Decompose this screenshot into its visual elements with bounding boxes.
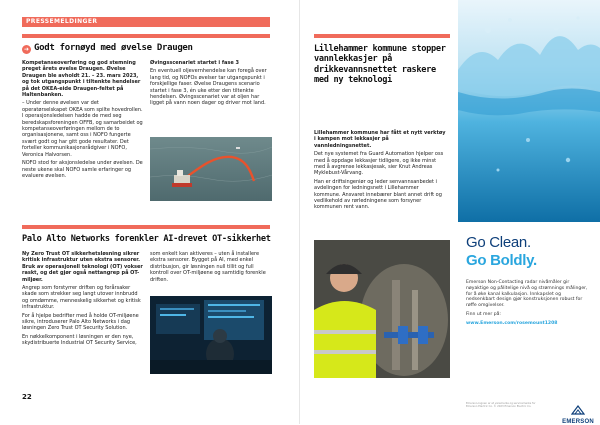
left-page (0, 0, 300, 424)
article1-subhead: Øvingsscenariet startet i fase 3 (150, 60, 240, 66)
water-pipe-worker-photo (314, 240, 450, 378)
article3-lead: Lillehammer kommune har fått et nytt verktøy i kampen mot lekkasjer på vannledningsnettet. (314, 130, 446, 149)
article2-body-p2: For å hjelpe bedrifter med å holde OT-miljøene sikre, introduserer Palo Alto Networks i dag løsningen Zero Trust OT Security Solution. (22, 312, 139, 332)
article2-headline: Palo Alto Networks forenkler AI-drevet OT-sikkerhet (22, 234, 271, 244)
article2-col2-body: som enkelt kan aktiveres – uten å installere ekstra sensorer. Bygget på AI, med enkel distribusjon, gir løsningen null tillit og full kontroll over OT-miljøene og samtidig forenkle driften. (150, 251, 266, 283)
article2-body-p1: Angrep som forstyrrer driften og forårsaker skade som strekker seg langt utover innbrudd og omdømme, menneskelig sikkerhet og kritisk infrastruktur. (22, 285, 141, 311)
article3-body (314, 130, 446, 213)
ad-headline-1: Go Clean. (466, 234, 531, 251)
emerson-logo-mark-icon (571, 405, 585, 415)
ad-cta: Finn ut mer på: (466, 311, 501, 317)
arrow-right-icon: ➜ (23, 46, 30, 53)
emerson-wordmark: EMERSON (562, 419, 594, 425)
page-number: 22 (22, 393, 32, 401)
article1-col2 (150, 60, 272, 109)
article2-col1 (22, 251, 144, 349)
article1-body-p1: – Under denne øvelsen var det operatørselskapet OKEA som spilte hovedrollen. I operasjonsledelsen hadde de med seg beredskapsforeningen OFFB, og samarbeidet og kompetanseoverføringen mellom de to organisasjonene, samt oss i NOFO fungerte svært godt og har gitt gode resultater. Det forteller kommunikasjonsrådgiver i NOFO, Veronica Halvorsen. (22, 100, 143, 158)
ot-security-photo (150, 296, 272, 374)
article2-lead: Ny Zero Trust OT sikkerhetsløsning sikrer kritisk infrastruktur uten ekstra sensorer. Bruk av operasjonell teknologi (OT) vokser raskt, og det gjør også nettangrep på OT-miljøer. (22, 251, 143, 283)
article1-col1 (22, 60, 144, 181)
ad-headline-2: Go Boldly. (466, 252, 537, 269)
ad-fine-print: Emerson-logoen er et varemerke og servicemerke for Emerson Electric Co. © 2023 Emerson Electric Co. (466, 402, 536, 409)
article1-body-p2: NOFO stod for aksjonsledelse under øvelsen. De neste ukene skal NOFO samle erfaringer og evaluere øvelsen. (22, 160, 143, 179)
water-splash-image (458, 0, 600, 222)
article3-body-p1: Det nye systemet fra Guard Automation hjelper oss med å oppdage lekkasjer tidligere, og ikke minst med å avgrense lekkasjesak, sier Knut Andreas Myklebust-Vårvang. (314, 151, 444, 177)
article3-body-p2: Han er driftsingeniør og leder senvannsanbedet i avdelingen for ledningsnett i Lillehammer kommune. Ansvaret innebærer blant annet drift og vedlikehold av rørledningene som forsyner kommunen rent vann. (314, 178, 442, 211)
section-tag-label: PRESSEMELDINGER (26, 18, 98, 25)
emerson-logo (561, 400, 595, 425)
ad-body (466, 280, 590, 330)
ad-description: Emerson Non-Contacting radar nivåmåler gir nøyaktige og pålitelige nivå og strømnings målinger, for å øke kanal kalkulasjon. Innkapslet og nedsenkbart design gjør konstruksjonen robust for røffe omgivelser. (466, 280, 588, 309)
article1-col2-body: En eventuell oljevernhendelse kan foregå over lang tid, og NOFOs øvelser tar utgangspunkt i forskjellige faser. Øvelse Draugens scenario startet i fase 3, én uke etter den tiltenkte hendelsen. Øvingsscenariet var at oljen har ligget på vann noen dager og driver mot land. (150, 68, 267, 107)
article3-headline: Lillehammer kommune stopper vannlekkasjer på drikkevannsnettet raskere med ny teknologi (314, 44, 446, 86)
ad-link[interactable]: www.Emerson.com/rosemount1208 (466, 320, 558, 326)
article1-top-rule (22, 34, 270, 38)
article2-col2 (150, 251, 272, 285)
article3-top-rule (314, 34, 450, 38)
article1-lead: Kompetanseoverføring og god stemning preget årets øvelse Draugen. Øvelse Draugen ble avholdt 21. – 23. mars 2023, og tok utgangspunkt i tiltenkte hendelser på det OKEA-eide Draugen-feltet på Haltenbanken. (22, 60, 141, 99)
oil-spill-exercise-photo (150, 137, 272, 201)
emerson-advertisement (458, 0, 600, 424)
article1-headline: Godt fornøyd med øvelse Draugen (34, 43, 193, 53)
article2-top-rule (22, 225, 270, 229)
article2-body-p3: En nøkkelkomponent i løsningen er den nye, skydistribuerte Industrial OT Security Service, (22, 333, 137, 347)
section-tag (22, 17, 270, 27)
